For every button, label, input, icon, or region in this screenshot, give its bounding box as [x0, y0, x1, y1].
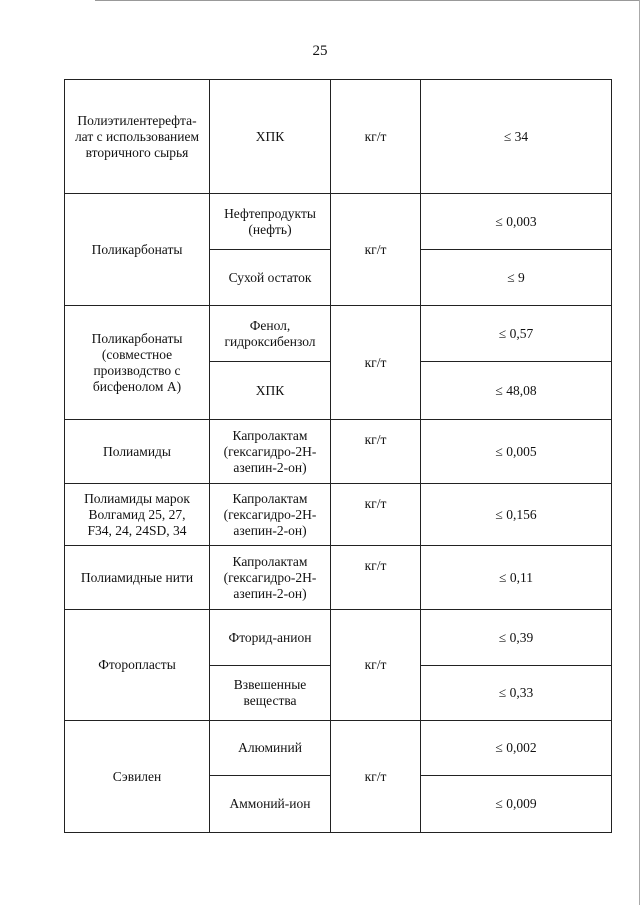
emissions-table: [64, 79, 612, 833]
limit-value-cell: ≤ 0,39: [421, 610, 612, 666]
unit-cell: кг/т: [331, 610, 421, 721]
table-row: [65, 306, 612, 362]
table-row: [65, 80, 612, 194]
product-cell: Полиамиды: [65, 420, 210, 484]
parameter-cell: Взвешенные вещества: [210, 666, 331, 721]
product-cell: Поликарбонаты (совместное производство с бисфенолом А): [65, 306, 210, 420]
limit-value-cell: ≤ 0,002: [421, 721, 612, 776]
table-row: [65, 420, 612, 484]
limit-value-cell: ≤ 0,57: [421, 306, 612, 362]
unit-cell: кг/т: [331, 194, 421, 306]
table-row: [65, 610, 612, 666]
parameter-cell: Капролактам (гексагидро-2Н- азепин-2-он): [210, 484, 331, 546]
limit-value-cell: ≤ 0,33: [421, 666, 612, 721]
table-row: [65, 721, 612, 776]
limit-value-cell: ≤ 0,11: [421, 546, 612, 610]
parameter-cell: Капролактам (гексагидро-2Н- азепин-2-он): [210, 546, 331, 610]
parameter-cell: Сухой остаток: [210, 250, 331, 306]
parameter-cell: ХПК: [210, 362, 331, 420]
parameter-cell: Нефтепродукты (нефть): [210, 194, 331, 250]
parameter-cell: ХПК: [210, 80, 331, 194]
unit-cell: кг/т: [331, 420, 421, 484]
table-row: [65, 546, 612, 610]
parameter-cell: Фенол, гидроксибензол: [210, 306, 331, 362]
scan-edge-top: [95, 0, 640, 1]
product-cell: Сэвилен: [65, 721, 210, 833]
product-cell: Фторопласты: [65, 610, 210, 721]
limit-value-cell: ≤ 0,156: [421, 484, 612, 546]
unit-cell: кг/т: [331, 546, 421, 610]
product-cell: Поликарбонаты: [65, 194, 210, 306]
limit-value-cell: ≤ 0,005: [421, 420, 612, 484]
product-cell: Полиамиды марок Волгамид 25, 27, F34, 24, 24SD, 34: [65, 484, 210, 546]
unit-cell: кг/т: [331, 484, 421, 546]
unit-cell: кг/т: [331, 80, 421, 194]
unit-cell: кг/т: [331, 306, 421, 420]
parameter-cell: Фторид-анион: [210, 610, 331, 666]
parameter-cell: Капролактам (гексагидро-2Н- азепин-2-он): [210, 420, 331, 484]
limit-value-cell: ≤ 48,08: [421, 362, 612, 420]
table-body: [65, 80, 612, 833]
page-number: 25: [312, 43, 328, 59]
unit-cell: кг/т: [331, 721, 421, 833]
table-row: [65, 194, 612, 250]
parameter-cell: Аммоний-ион: [210, 776, 331, 833]
limit-value-cell: ≤ 9: [421, 250, 612, 306]
limit-value-cell: ≤ 0,003: [421, 194, 612, 250]
limit-value-cell: ≤ 0,009: [421, 776, 612, 833]
product-cell: Полиэтилентерефта- лат с использованием вторичного сырья: [65, 80, 210, 194]
limit-value-cell: ≤ 34: [421, 80, 612, 194]
product-cell: Полиамидные нити: [65, 546, 210, 610]
parameter-cell: Алюминий: [210, 721, 331, 776]
table-row: [65, 484, 612, 546]
